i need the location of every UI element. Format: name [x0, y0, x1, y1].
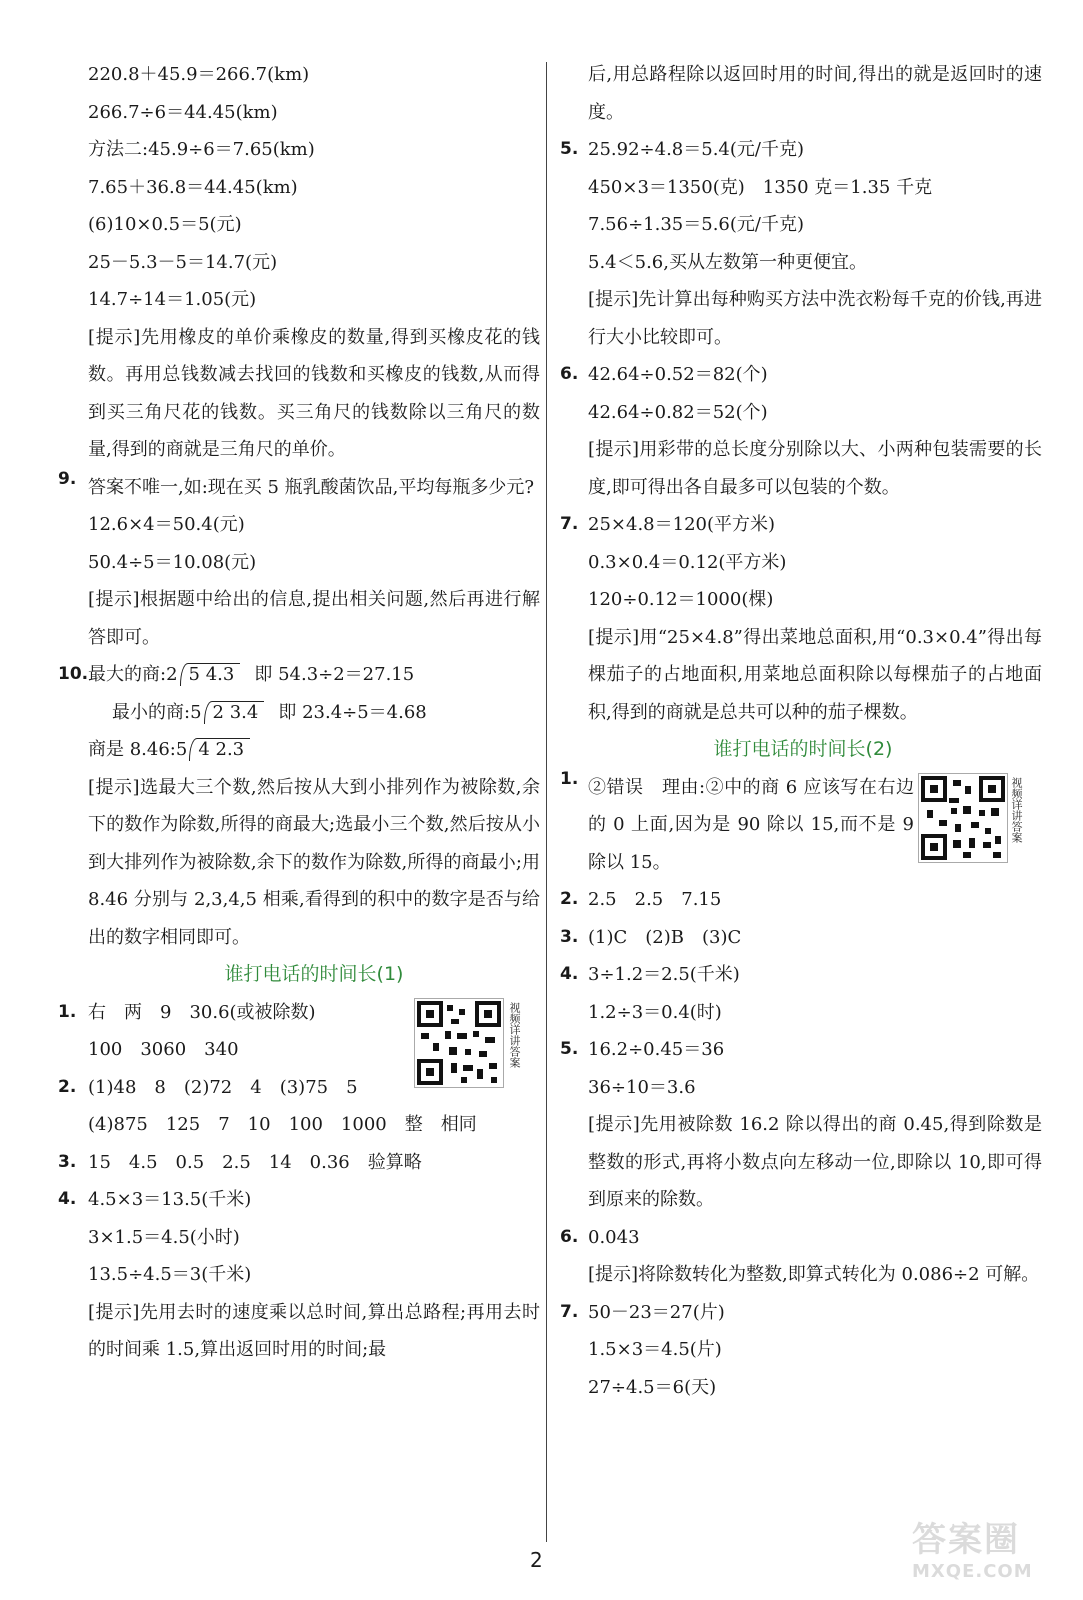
- answer-line: 5.4＜5.6,买从左数第一种更便宜。: [588, 251, 867, 273]
- question-number: 3.: [58, 1151, 77, 1172]
- hint-text: [提示]先用去时的速度乘以总时间,算出总路程;再用去时的时间乘 1.5,算出返回时用的时间;最: [88, 1301, 540, 1360]
- question-number: 6.: [560, 364, 579, 384]
- answer-text: ②错误 理由:②中的商 6 应该写在右边的 0 上面,因为是 90 除以 15,而不是 9 除以 15。: [588, 776, 914, 873]
- answer-line: 0.043: [588, 1226, 640, 1248]
- answer-line: 100 3060 340: [88, 1039, 239, 1060]
- hint-text: [提示]根据题中给出的信息,提出相关问题,然后再进行解答即可。: [88, 589, 540, 648]
- answer-line: 1.5×3＝4.5(片): [588, 1339, 722, 1360]
- question-number: 6.: [560, 1226, 579, 1247]
- answer-line: 266.7÷6＝44.45(km): [88, 101, 278, 123]
- section-heading: 谁打电话的时间长(1): [224, 963, 404, 985]
- long-division-bracket: 4 2.3: [189, 738, 250, 761]
- answer-line: 7.56÷1.35＝5.6(元/千克): [588, 214, 804, 235]
- answer-line: 25.92÷4.8＝5.4(元/千克): [588, 139, 804, 160]
- question-9: [58, 468, 540, 507]
- answer-line: 方法二:45.9÷6＝7.65(km): [88, 139, 315, 160]
- watermark-logo: [912, 1512, 1060, 1592]
- answer-line: 16.2÷0.45＝36: [588, 1039, 725, 1060]
- hint-text: [提示]用“25×4.8”得出菜地总面积,用“0.3×0.4”得出每棵茄子的占地面积,用菜地总面积除以每棵茄子的占地面积,得到的商就是总共可以种的茄子棵数。: [588, 626, 1042, 723]
- hint-text: [提示]将除数转化为整数,即算式转化为 0.086÷2 可解。: [588, 1264, 1040, 1285]
- question-number: 7.: [560, 1301, 579, 1322]
- answer-line: (1)C (2)B (3)C: [588, 926, 742, 948]
- qr-caption: 视频详讲答案: [1010, 776, 1023, 843]
- answer-line: 1.2÷3＝0.4(时): [588, 1001, 722, 1023]
- left-column: [58, 56, 540, 1369]
- question-text: 答案不唯一,如:现在买 5 瓶乳酸菌饮品,平均每瓶多少元?: [88, 476, 535, 498]
- question-number: 9.: [58, 468, 77, 489]
- answer-line: 50.4÷5＝10.08(元): [88, 551, 257, 573]
- answer-line: 12.6×4＝50.4(元): [88, 514, 245, 535]
- question-number: 4.: [58, 1189, 77, 1209]
- answer-line: 42.64÷0.52＝82(个): [588, 364, 768, 385]
- answer-line: 25－5.3－5＝14.7(元): [88, 251, 278, 273]
- hint-text: [提示]先用橡皮的单价乘橡皮的数量,得到买橡皮花的钱数。再用总钱数减去找回的钱数和买橡皮的钱数,从而得到买三角尺花的钱数。买三角尺的钱数除以三角尺的数量,得到的商就是三角尺的单价。: [88, 326, 540, 460]
- answer-line: 220.8＋45.9＝266.7(km): [88, 64, 310, 85]
- hint-continuation: 后,用总路程除以返回时用的时间,得出的就是返回时的速度。: [588, 64, 1042, 123]
- division-label: 商是 8.46:5: [88, 739, 188, 760]
- section-2-answers: [560, 768, 1042, 1407]
- right-column: [560, 56, 1042, 1406]
- answer-line: 右 两 9 30.6(或被除数): [88, 1001, 316, 1023]
- answer-line: 3÷1.2＝2.5(千米): [588, 964, 740, 985]
- answer-line: 2.5 2.5 7.15: [588, 889, 722, 910]
- question-number: 7.: [560, 514, 579, 534]
- answer-line: 120÷0.12＝1000(棵): [588, 589, 774, 610]
- watermark-url: MXQE.COM: [912, 1561, 1033, 1582]
- answer-line: 3×1.5＝4.5(小时): [88, 1226, 240, 1248]
- question-number: 1.: [560, 768, 579, 789]
- answer-line: 25×4.8＝120(平方米): [588, 514, 776, 535]
- answer-line: 15 4.5 0.5 2.5 14 0.36 验算略: [88, 1151, 422, 1173]
- division-label: 最小的商:5: [112, 701, 202, 723]
- hint-text: [提示]先用被除数 16.2 除以得出的商 0.45,得到除数是整数的形式,再将小数点向左移动一位,即除以 10,即可得到原来的除数。: [588, 1114, 1042, 1210]
- question-number: 4.: [560, 964, 579, 984]
- question-number: 2.: [560, 889, 579, 909]
- qr-caption: 视频详讲答案: [508, 1001, 521, 1068]
- watermark-title: 答案圈: [912, 1520, 1020, 1560]
- answer-line: 42.64÷0.82＝52(个): [588, 401, 768, 423]
- answer-line: 450×3＝1350(克) 1350 克＝1.35 千克: [588, 176, 933, 198]
- answer-line: 50－23＝27(片): [588, 1301, 725, 1323]
- answer-line: 0.3×0.4＝0.12(平方米): [588, 551, 787, 573]
- answer-line: [88, 694, 540, 732]
- long-division-bracket: 5 4.3: [180, 663, 241, 686]
- answer-line: 36÷10＝3.6: [588, 1076, 696, 1098]
- answer-line: [88, 731, 540, 769]
- question-number: 1.: [58, 1001, 77, 1022]
- hint-text: [提示]选最大三个数,然后按从大到小排列作为被除数,余下的数作为除数,所得的商最大;选最小三个数,然后按从小到大排列作为被除数,余下的数作为除数,所得的商最小;用 8.46 分别与 2,3,4,5 相乘,看得到的积中的数字是否与给出的数字相同即可。: [88, 776, 540, 948]
- hint-text: [提示]用彩带的总长度分别除以大、小两种包装需要的长度,即可得出各自最多可以包装的个数。: [588, 439, 1042, 498]
- answer-line: 4.5×3＝13.5(千米): [88, 1189, 252, 1210]
- section-1-answers: [58, 994, 540, 1369]
- question-number: 5.: [560, 1039, 579, 1059]
- answer-line: 14.7÷14＝1.05(元): [88, 289, 257, 310]
- page-number: 2: [530, 1548, 543, 1572]
- hint-text: [提示]先计算出每种购买方法中洗衣粉每千克的价钱,再进行大小比较即可。: [588, 289, 1042, 348]
- answer-line: 13.5÷4.5＝3(千米): [88, 1264, 252, 1285]
- question-10: [58, 656, 540, 694]
- answer-line: (1)48 8 (2)72 4 (3)75 5: [88, 1076, 358, 1098]
- division-label: 最大的商:2: [88, 664, 178, 685]
- question-number: 3.: [560, 926, 579, 947]
- answer-line: (6)10×0.5＝5(元): [88, 214, 242, 235]
- division-equation: 即 54.3÷2＝27.15: [254, 664, 415, 685]
- answer-line: 7.65＋36.8＝44.45(km): [88, 176, 298, 198]
- question-number: 5.: [560, 139, 579, 159]
- long-division-bracket: 2 3.4: [204, 701, 265, 724]
- answer-line: 27÷4.5＝6(天): [588, 1376, 717, 1398]
- division-equation: 即 23.4÷5＝4.68: [278, 701, 427, 723]
- question-number: 2.: [58, 1076, 77, 1097]
- answer-line: (4)875 125 7 10 100 1000 整 相同: [88, 1114, 477, 1135]
- section-heading: 谁打电话的时间长(2): [713, 738, 893, 760]
- column-divider: [546, 62, 547, 1542]
- question-number: 10.: [58, 664, 89, 684]
